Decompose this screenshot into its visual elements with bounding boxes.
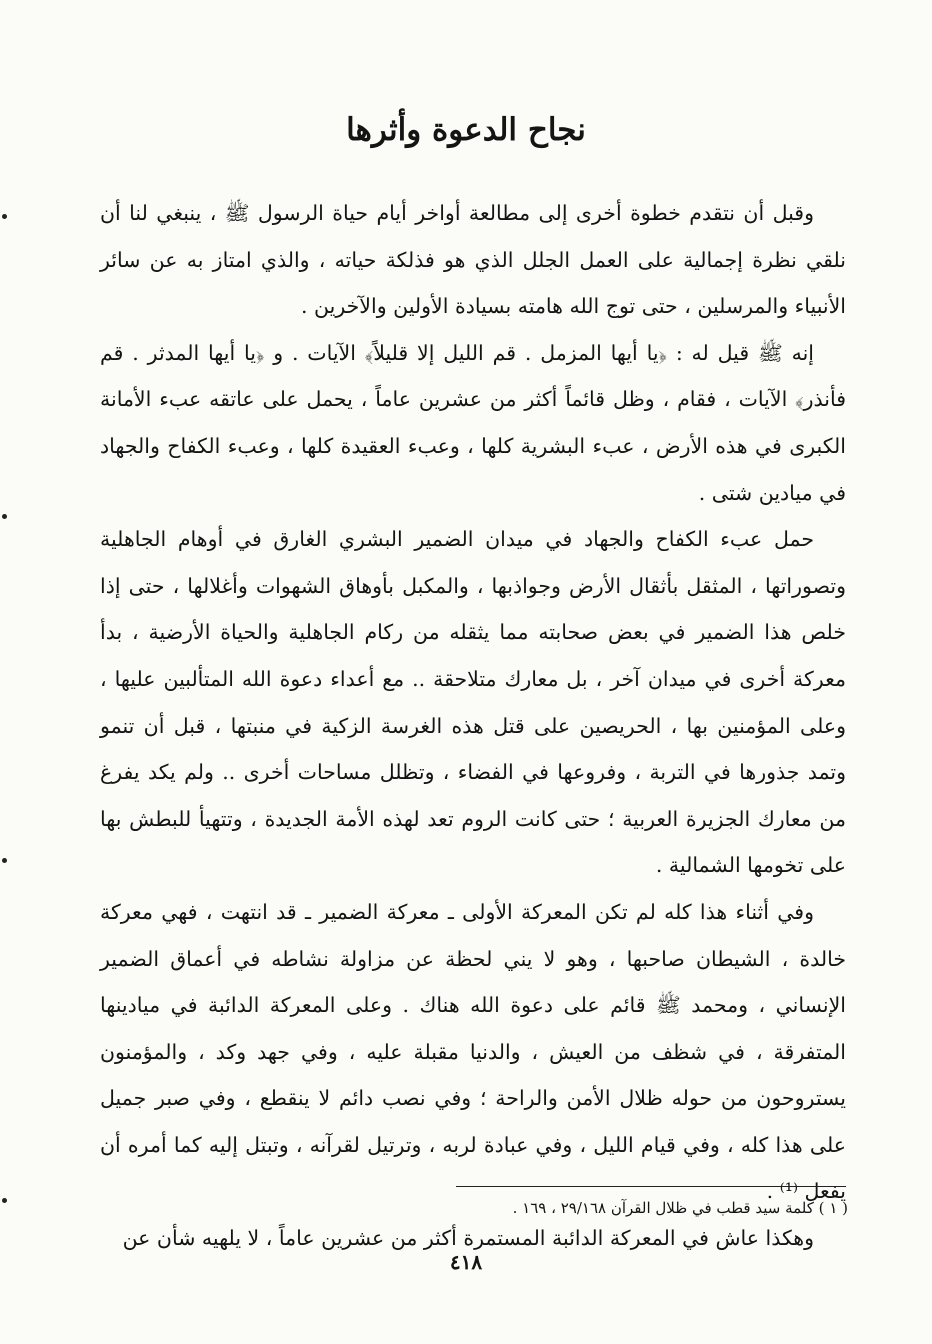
chapter-title: نجاح الدعوة وأثرها [346,112,586,148]
page-number: ٤١٨ [449,1250,483,1274]
paragraph-4: وفي أثناء هذا كله لم تكن المعركة الأولى ـ معركة الضمير ـ قد انتهت ، فهي معركة خالدة ، الشيطان صاحبها ، وهو لا يني لحظة عن مزاولة نشاطه في أعماق الضمير الإنساني ، ومحمد ﷺ قائم على دعوة الله هناك . وعلى المعركة الدائبة في ميادينها المتفرقة ، في شظف من العيش ، والدنيا مقبلة عليه ، وفي جهد وكد ، والمؤمنون يستروحون من حوله ظلال الأمن والراحة ؛ وفي نصب دائم لا ينقطع ، وفي صبر جميل على هذا كله ، وفي قيام الليل ، وفي عبادة لربه ، وترتيل لقرآنه ، وتبتل إليه كما أمره أن يفعل ⁽¹⁾ . [100,899,846,1204]
margin-mark [2,858,7,863]
footnote: ( ١ ) كلمة سيد قطب في ظلال القرآن ٢٩/١٦٨ ، ١٦٩ . [512,1199,848,1217]
body-text [100,190,846,1262]
footnote-divider [456,1186,846,1187]
paragraph-5: وهكذا عاش في المعركة الدائبة المستمرة أكثر من عشرين عاماً ، لا يلهيه شأن عن [122,1226,814,1251]
margin-mark [2,214,7,219]
paragraph-2: إنه ﷺ قيل له : ﴿يا أيها المزمل . قم الليل إلا قليلاً﴾ الآيات . و ﴿يا أيها المدثر . قم فأنذر﴾ الآيات ، فقام ، وظل قائماً أكثر من عشرين عاماً ، يحمل على عاتقه عبء الأمانة الكبرى في هذه الأرض ، عبء البشرية كلها ، وعبء العقيدة كلها ، وعبء الكفاح والجهاد في ميادين شتى . [100,340,846,505]
margin-mark [2,1198,7,1203]
paragraph-3: حمل عبء الكفاح والجهاد في ميدان الضمير البشري الغارق في أوهام الجاهلية وتصوراتها ، المثقل بأثقال الأرض وجواذبها ، والمكبل بأوهاق الشهوات وأغلالها ، حتى إذا خلص هذا الضمير في بعض صحابته مما يثقله من ركام الجاهلية والحياة الأرضية ، بدأ معركة أخرى في ميدان آخر ، بل معارك متلاحقة .. مع أعداء دعوة الله المتألبين عليها ، وعلى المؤمنين بها ، الحريصين على قتل هذه الغرسة الزكية في منبتها ، قبل أن تنمو وتمد جذورها في التربة ، وفروعها في الفضاء ، وتظلل مساحات أخرى .. ولم يكد يفرغ من معارك الجزيرة العربية ؛ حتى كانت الروم تعد لهذه الأمة الجديدة ، وتتهيأ للبطش بها على تخومها الشمالية . [100,527,846,878]
paragraph-1: وقبل أن نتقدم خطوة أخرى إلى مطالعة أواخر أيام حياة الرسول ﷺ ، ينبغي لنا أن نلقي نظرة إجمالية على العمل الجلل الذي هو فذلكة حياته ، والذي امتاز به عن سائر الأنبياء والمرسلين ، حتى توج الله هامته بسيادة الأولين والآخرين . [100,201,846,319]
margin-mark [2,514,7,519]
